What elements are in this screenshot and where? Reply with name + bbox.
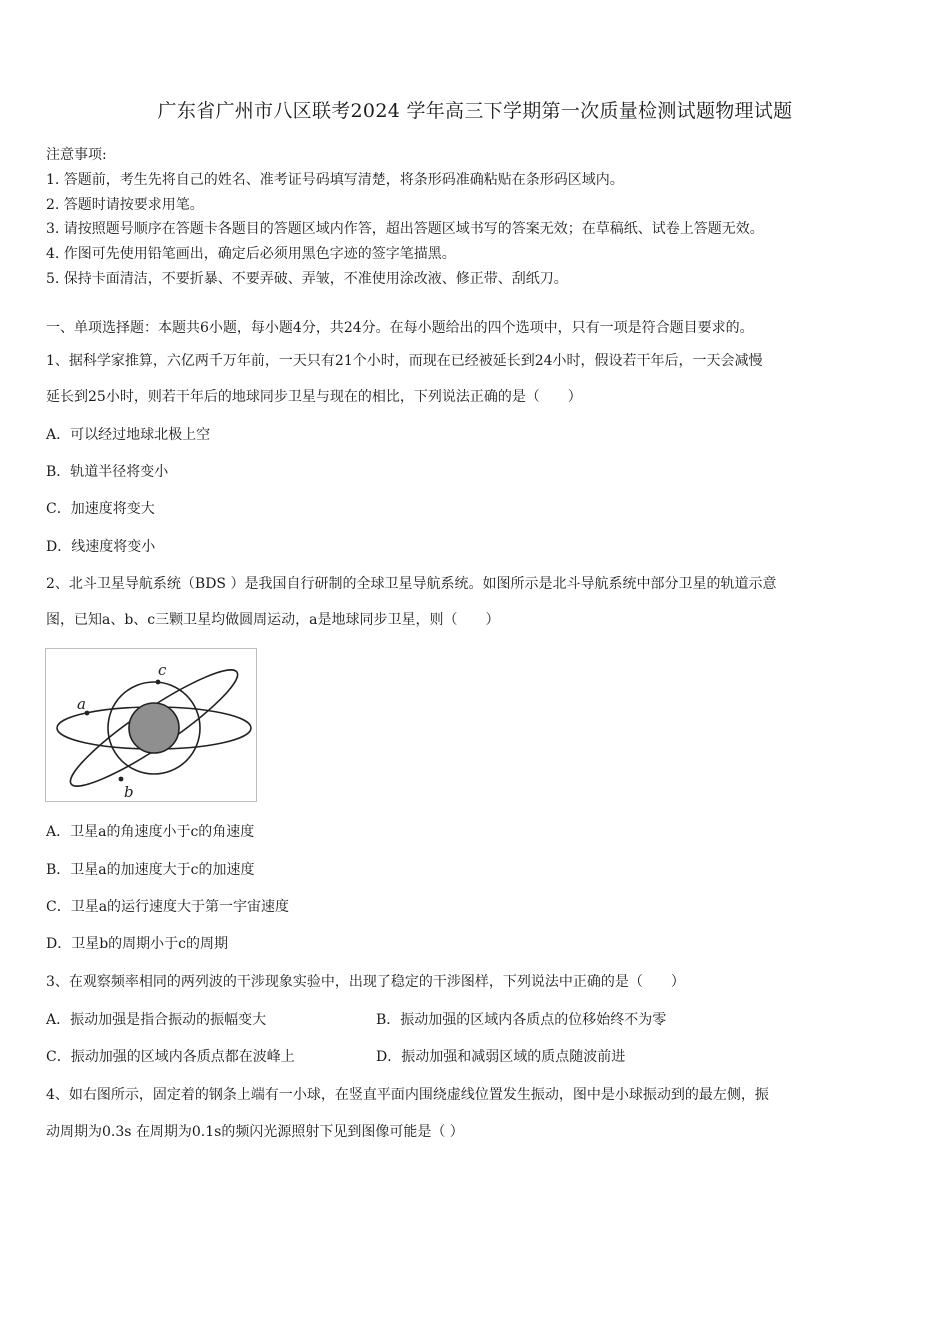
question-3-stem: 3、在观察频率相同的两列波的干涉现象实验中，出现了稳定的干涉图样，下列说法中正确的是（ ） [46, 974, 685, 990]
question-2-option-a: A．卫星a的角速度小于c的角速度 [46, 824, 255, 840]
section-heading: 一、单项选择题：本题共6小题，每小题4分，共24分。在每小题给出的四个选项中，只有一项是符合题目要求的。 [46, 320, 754, 336]
question-1-option-c: C．加速度将变大 [46, 501, 155, 517]
page-title: 广东省广州市八区联考2024 学年高三下学期第一次质量检测试题物理试题 [157, 100, 793, 122]
question-4-stem: 动周期为0.3s 在周期为0.1s的频闪光源照射下见到图像可能是（ ） [46, 1124, 464, 1140]
question-1-option-a: A．可以经过地球北极上空 [46, 427, 211, 443]
notice-item: 1. 答题前，考生先将自己的姓名、准考证号码填写清楚，将条形码准确粘贴在条形码区域内。 [46, 172, 624, 188]
label-c: c [158, 661, 167, 679]
question-1-option-b: B．轨道半径将变小 [46, 464, 169, 480]
question-2-option-b: B．卫星a的加速度大于c的加速度 [46, 862, 255, 878]
orbit-diagram [46, 649, 258, 803]
question-2-option-c: C．卫星a的运行速度大于第一宇宙速度 [46, 899, 290, 915]
question-3-option-b: B．振动加强的区域内各质点的位移始终不为零 [376, 1012, 667, 1028]
satellite-c-dot [156, 680, 161, 685]
question-1-stem: 1、据科学家推算，六亿两千万年前，一天只有21个小时，而现在已经被延长到24小时，假设若干年后，一天会减慢 [46, 353, 763, 369]
question-2-stem: 2、北斗卫星导航系统（BDS ）是我国自行研制的全球卫星导航系统。如图所示是北斗导航系统中部分卫星的轨道示意 [46, 576, 777, 592]
notice-heading: 注意事项: [46, 147, 107, 163]
question-2-stem: 图，已知a、b、c三颗卫星均做圆周运动，a是地球同步卫星，则（ ） [46, 612, 500, 628]
earth-icon [129, 703, 179, 753]
question-4-stem: 4、如右图所示，固定着的钢条上端有一小球，在竖直平面内围绕虚线位置发生振动，图中是小球振动到的最左侧，振 [46, 1087, 769, 1103]
question-1-stem: 延长到25小时，则若干年后的地球同步卫星与现在的相比，下列说法正确的是（ ） [46, 389, 582, 405]
notice-item: 5. 保持卡面清洁，不要折暴、不要弄破、弄皱，不准使用涂改液、修正带、刮纸刀。 [46, 271, 568, 287]
label-a: a [77, 695, 86, 713]
notice-item: 2. 答题时请按要求用笔。 [46, 197, 204, 213]
label-b: b [124, 783, 134, 801]
question-3-option-d: D．振动加强和减弱区域的质点随波前进 [376, 1049, 626, 1065]
notice-item: 4. 作图可先使用铅笔画出，确定后必须用黑色字迹的签字笔描黑。 [46, 246, 456, 262]
question-2-option-d: D．卫星b的周期小于c的周期 [46, 936, 229, 952]
satellite-orbit-figure [45, 648, 257, 802]
question-3-option-c: C．振动加强的区域内各质点都在波峰上 [46, 1049, 295, 1065]
satellite-b-dot [119, 777, 124, 782]
notice-item: 3. 请按照题号顺序在答题卡各题目的答题区域内作答，超出答题区域书写的答案无效；在草稿纸、试卷上答题无效。 [46, 221, 764, 237]
question-3-option-a: A．振动加强是指合振动的振幅变大 [46, 1012, 267, 1028]
question-1-option-d: D．线速度将变小 [46, 539, 156, 555]
